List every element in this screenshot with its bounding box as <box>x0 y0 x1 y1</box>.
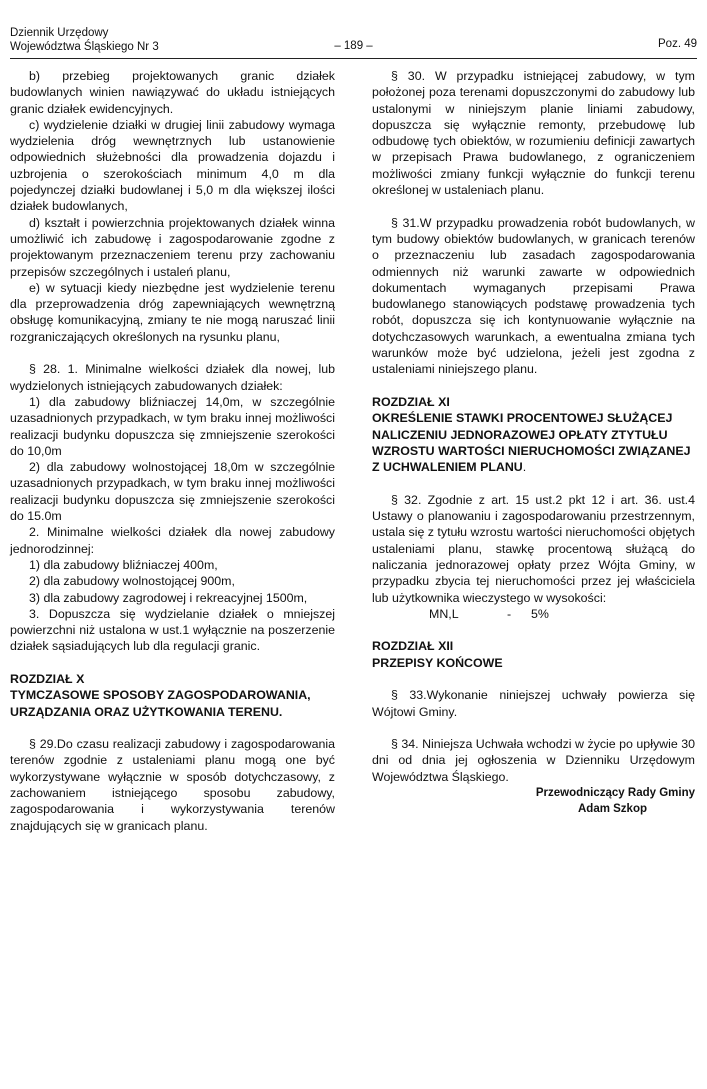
signature-role: Przewodniczący Rady Gminy <box>535 787 695 800</box>
rate-dash: - <box>507 606 512 621</box>
rate-zone: MN,L <box>429 606 459 621</box>
section-29: § 29.Do czasu realizacji zabudowy i zagospodarowania terenów zgodnie z ustaleniami planu mogą one być wykorzystywane wyłącznie w sposób dotychczasowy, z zachowaniem istniejącego sposobu zabudowy, zagospodarowania i wykorzystywania terenów znajdujących się w granicach planu. <box>10 737 335 833</box>
chapter-10-heading <box>10 671 335 720</box>
section-28-1: § 28. 1. Minimalne wielkości działek dla nowej, lub wydzielonych istniejących zabudowanych działek: <box>10 362 335 393</box>
header-rule <box>10 58 697 59</box>
rate-value: 5% <box>531 606 549 621</box>
section-31: § 31.W przypadku prowadzenia robót budowlanych, w tym budowy obiektów budowlanych, w granicach terenów o przeznaczeniu lub zasadach zagospodarowania odmiennych niż warunki zawarte w odpowiednich dokumentach wymaganych przepisami Prawa budowlanego stanowiących podstawę prowadzenia tych robót, dopuszcza się ich kontynuowanie wyłącznie na dotychczasowych warunkach, a ewentualna zmiana tych warunków może być udzielona, jeżeli jest zgodna z ustaleniami niniejszego planu. <box>372 215 695 377</box>
chapter-10-subtitle: TYMCZASOWE SPOSOBY ZAGOSPODAROWANIA, URZĄDZANIA ORAZ UŻYTKOWANIA TERENU. <box>10 688 311 719</box>
section-28-2: 2. Minimalne wielkości działek dla nowej zabudowy jednorodzinnej: <box>10 525 335 556</box>
signature-name: Adam Szkop <box>577 803 647 816</box>
journal-line-1: Dziennik Urzędowy <box>10 27 109 39</box>
journal-line-2: Województwa Śląskiego Nr 3 <box>10 41 159 53</box>
chapter-11-title: ROZDZIAŁ XI <box>372 394 450 409</box>
position-number: Poz. 49 <box>658 38 697 50</box>
chapter-12-title: ROZDZIAŁ XII <box>372 639 454 654</box>
section-28-1-item-2: 2) dla zabudowy wolnostojącej 18,0m w szczególnie uzasadnionych przypadkach, w tym braku innej możliwości realizacji budynku dopuszcza się zmniejszenie szerokości do 15.0m <box>10 460 335 524</box>
section-28-2-item-2: 2) dla zabudowy wolnostojącej 900m, <box>29 574 235 589</box>
section-28-1-item-1: 1) dla zabudowy bliźniaczej 14,0m, w szczególnie uzasadnionych przypadkach, w tym braku innej możliwości realizacji budynku dopuszcza się zmniejszenie szerokości do 10,0m <box>10 394 335 458</box>
chapter-12-heading <box>372 638 695 671</box>
chapter-11-heading <box>372 394 695 475</box>
section-28-2-item-3: 3) dla zabudowy zagrodowej i rekreacyjnej 1500m, <box>29 590 308 605</box>
section-28-2-item-1: 1) dla zabudowy bliźniaczej 400m, <box>29 557 218 572</box>
paragraph-d: d) kształt i powierzchnia projektowanych działek winna umożliwić ich zabudowę i zagospodarowanie zgodne z projektowanym przeznaczeniem terenu przy zachowaniu przepisów szczególnych i ustaleń planu, <box>10 215 335 279</box>
page-number: – 189 – <box>334 40 373 52</box>
section-30: § 30. W przypadku istniejącej zabudowy, w tym położonej poza terenami dopuszczonymi do zabudowy lub ustalonymi w niniejszym planie liniami zabudowy, dopuszcza się wyłącznie remonty, przebudowę lub odbudowę tych obiektów, w rozumieniu definicji zawartych w przepisach Prawa budowlanego, z ograniczeniem możliwości zmiany funkcji wyłącznie do funkcji terenu określonej w ustaleniach planu. <box>372 69 695 198</box>
chapter-10-title: ROZDZIAŁ X <box>10 671 85 686</box>
chapter-11-subtitle <box>372 410 695 475</box>
section-32: § 32. Zgodnie z art. 15 ust.2 pkt 12 i art. 36. ust.4 Ustawy o planowaniu i zagospodarowaniu przestrzennym, ustala się z tytułu wzrostu wartości nieruchomości objętych ustaleniami planu, stawkę procentową służącą do naliczania jednorazowej opłaty przez Wójta Gminy, w przypadku zbycia tej nieruchomości przez jej właściciela lub użytkownika wieczystego w wysokości: <box>372 492 695 605</box>
rate-row <box>372 606 695 622</box>
section-33: § 33.Wykonanie niniejszej uchwały powierza się Wójtowi Gminy. <box>372 688 695 719</box>
chapter-11-subtitle-end: . <box>522 460 527 475</box>
section-28-3: 3. Dopuszcza się wydzielanie działek o mniejszej powierzchni niż ustalona w ust.1 wyłącznie na poszerzenie działek sąsiadujących lub dla regulacji granic. <box>10 606 335 654</box>
right-column <box>372 68 695 818</box>
chapter-11-subtitle-text: OKREŚLENIE STAWKI PROCENTOWEJ SŁUŻĄCEJ NALICZENIU JEDNORAZOWEJ OPŁATY ZTYTUŁU WZROSTU WARTOŚCI NIERUCHOMOŚCI ZWIĄZANEJ Z UCHWALENIEM PLANU <box>372 411 691 475</box>
left-column <box>10 68 335 834</box>
paragraph-c: c) wydzielenie działki w drugiej linii zabudowy wymaga wydzielenia dróg wewnętrznych lub ustanowienie odpowiednich służebności dla prowadzenia dojazdu i uzbrojenia o szerokościach minimum 4,0 m dla pojedynczej działki budowlanej i 5,0 m dla większej ilości działek budowlanych, <box>10 117 335 214</box>
section-34: § 34. Niniejsza Uchwała wchodzi w życie po upływie 30 dni od dnia jej ogłoszenia w Dzienniku Urzędowym Województwa Śląskiego. <box>372 737 695 784</box>
page-header <box>10 26 697 58</box>
paragraph-b: b) przebieg projektowanych granic działek budowlanych winien nawiązywać do układu istniejących granic działek ewidencyjnych. <box>10 69 335 116</box>
paragraph-e: e) w sytuacji kiedy niezbędne jest wydzielenie terenu dla przeprowadzenia dróg zapewniających wewnętrzną obsługę komunikacyjną, zmiany te nie mogą naruszać linii rozgraniczających określonych na rysunku planu, <box>10 280 335 344</box>
chapter-12-subtitle: PRZEPISY KOŃCOWE <box>372 655 503 670</box>
